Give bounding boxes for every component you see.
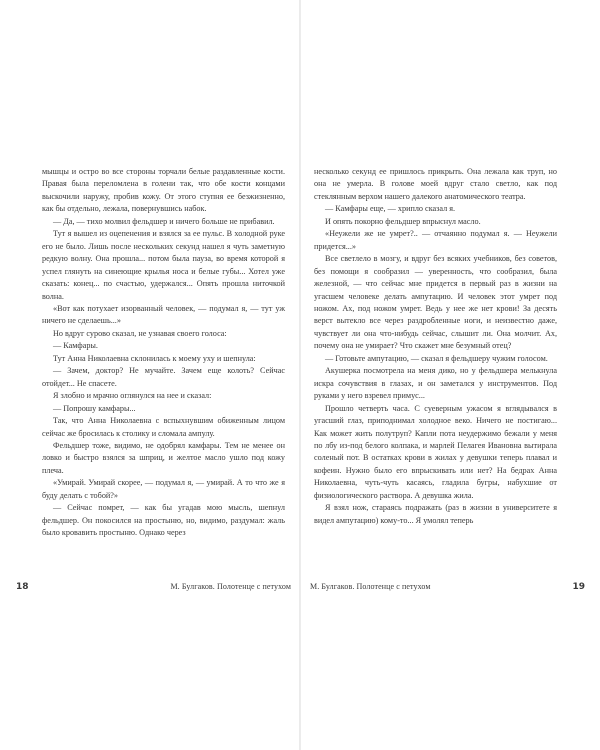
paragraph: — Да, — тихо молвил фельдшер и ничего больше не прибавил.: [53, 216, 275, 226]
paragraph: Прошло четверть часа. С суеверным ужасом я вглядывался в угасший глаз, приподнимал холодное веко. Ничего не постигаю... Как может жить полутруп? Капли пота неудержимо бежали у меня по лбу из-под белого колпака, и марлей Пелагея Ивановна вытирала соленый пот. В остатках крови в жилах у девушки теперь плавал и кофеин. Нужно было его впрыскивать или нет? На бедрах Анна Николаевна, чуть-чуть касаясь, гладила бугры, набухшие от физиологического раствора. А девушка жила.: [314, 403, 557, 500]
paragraph: — Камфары.: [53, 341, 98, 351]
paragraph: Тут Анна Николаевна склонилась к моему уху и шепнула:: [53, 353, 256, 363]
paragraph: И опять покорно фельдшер впрыснул масло.: [325, 216, 481, 226]
paragraph: — Попрошу камфары...: [53, 403, 136, 413]
right-page-footer: [310, 580, 585, 594]
paragraph: Фельдшер тоже, видимо, не одобрял камфары. Тем не менее он ловко и быстро взялся за шприц, и желтое масло ушло под кожу плеча.: [42, 440, 285, 475]
paragraph: Я взял нож, стараясь подражать (раз в жизни в университете я видел ампутацию) кому-то... Я умолял теперь: [314, 503, 557, 525]
paragraph: Тут я вышел из оцепенения и взялся за ее пульс. В холодной руке его не было. Лишь после нескольких секунд нашел я чуть заметную редкую волну. Она прошла... потом была пауза, во время которой я успел глянуть на синеющие крылья носа и белые губы... Хотел уже сказать: конец... по счастью, удержался... Опять прошла ниточкой волна.: [42, 229, 285, 301]
paragraph: — Сейчас помрет, — как бы угадав мою мысль, шепнул фельдшер. Он покосился на простыню, но, видимо, раздумал: жаль было кровавить простыню. Однако через: [42, 503, 285, 538]
right-page-text: [314, 166, 557, 527]
page-number: 18: [16, 582, 29, 592]
running-head: М. Булгаков. Полотенце с петухом: [170, 582, 291, 591]
paragraph: Но вдруг сурово сказал, не узнавая своего голоса:: [53, 328, 227, 338]
right-page: [300, 0, 600, 750]
paragraph: «Умирай. Умирай скорее, — подумал я, — умирай. А то что же я буду делать с тобой?»: [42, 478, 285, 500]
paragraph: несколько секунд ее пришлось прикрыть. Она лежала как труп, но она не умерла. В голове моей вдруг стало светло, как под стеклянным верхом нашего далекого анатомического театра.: [314, 167, 557, 201]
page-number: 19: [572, 582, 585, 592]
paragraph: «Неужели же не умрет?.. — отчаянно подумал я. — Неужели придется...»: [314, 229, 557, 251]
paragraph: Все светлело в мозгу, и вдруг без всяких учебников, без советов, без помощи я сообразил — уверенность, что сообразил, была железной, — что сейчас мне придется в первый раз в жизни на угасшем человеке делать ампутацию. И человек этот умрет под ножом. Ах, под ножом умрет. Ведь у нее же нет крови! За десять верст вытекло все через раздробленные ноги, и неизвестно даже, чувствует ли она что-нибудь сейчас, слышит ли. Она молчит. Ах, почему она не умирает? Что скажет мне безумный отец?: [314, 254, 557, 351]
left-page-footer: [16, 580, 291, 594]
paragraph: — Зачем, доктор? Не мучайте. Зачем еще колоть? Сейчас отойдет... Не спасете.: [42, 366, 285, 388]
paragraph: Акушерка посмотрела на меня дико, но у фельдшера мелькнула искра сочувствия в глазах, и он заметался у инструментов. Под руками у него взревел примус...: [314, 366, 557, 401]
paragraph: «Вот как потухает изорванный человек, — подумал я, — тут уж ничего не сделаешь...»: [42, 303, 285, 326]
paragraph: Так, что Анна Николаевна с вспыхнувшим обиженным лицом сейчас же бросилась к столику и сломала ампулу.: [42, 416, 285, 438]
left-page-text: [42, 166, 285, 540]
running-head: М. Булгаков. Полотенце с петухом: [310, 582, 431, 591]
paragraph: Я злобно и мрачно оглянулся на нее и сказал:: [53, 391, 212, 401]
paragraph: — Камфары еще, — хрипло сказал я.: [325, 204, 456, 214]
paragraph: мышцы и остро во все стороны торчали белые раздавленные кости. Правая была переломлена в голени так, что обе кости концами выскочили наружу, пробив кожу. От этого ступня ее безжизненно, как бы отдельно, лежала, повернувшись набок.: [42, 167, 285, 214]
paragraph: — Готовьте ампутацию, — сказал я фельдшеру чужим голосом.: [325, 353, 548, 363]
